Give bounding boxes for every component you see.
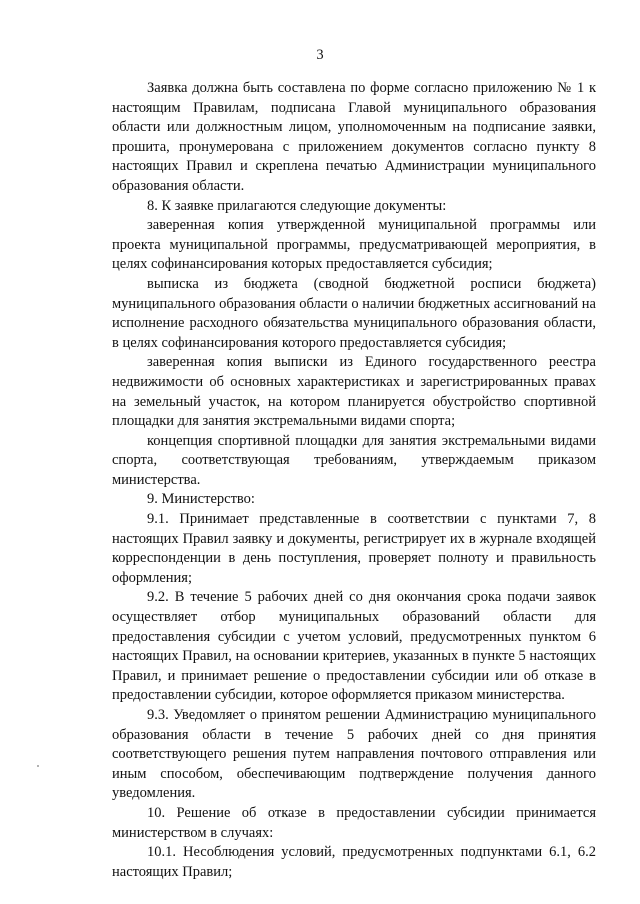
paragraph-item-9-3: 9.3. Уведомляет о принятом решении Администрацию муниципального образования области в течение 5 рабочих дней со дня принятия соответствующего решения путем направления почтового отправления или иным способом, обеспечивающим подтверждение получения данного уведомления. [112, 707, 596, 802]
paragraph-registry-extract: заверенная копия выписки из Единого государственного реестра недвижимости об основных характеристиках и зарегистрированных правах на земельный участок, на котором планируется обустройство спортивной площадки для занятия экстремальными видами спорта; [112, 354, 596, 430]
document-body [112, 79, 596, 882]
paragraph-item-10-1: 10.1. Несоблюдения условий, предусмотренных подпунктами 6.1, 6.2 настоящих Правил; [112, 844, 596, 880]
paragraph-item-10: 10. Решение об отказе в предоставлении субсидии принимается министерством в случаях: [112, 804, 596, 841]
paragraph-site-concept: концепция спортивной площадки для занятия экстремальными видами спорта, соответствующая требованиям, утверждаемым приказом министерства. [112, 432, 596, 488]
page-number: 3 [316, 47, 324, 63]
paragraph-budget-extract: выписка из бюджета (сводной бюджетной росписи бюджета) муниципального образования области о наличии бюджетных ассигнований на исполнение расходного обязательства муниципального образования области, в целях софинансирования которого предоставляется субсидия; [112, 275, 596, 351]
paragraph-item-9: 9. Министерство: [147, 491, 255, 508]
paragraph-application-requirements: Заявка должна быть составлена по форме согласно приложению № 1 к настоящим Правилам, подписана Главой муниципального образования области или должностным лицом, уполномоченным на подписание заявки, прошита, пронумерована с приложением документов согласно пункту 8 настоящих Правил и скреплена печатью Администрации муниципального образования области. [112, 80, 596, 194]
paragraph-item-9-1: 9.1. Принимает представленные в соответствии с пунктами 7, 8 настоящих Правил заявку и документы, регистрирует их в журнале входящей корреспонденции в день поступления, проверяет полноту и правильность оформления; [112, 511, 596, 586]
paragraph-program-copy: заверенная копия утвержденной муниципальной программы или проекта муниципальной программы, предусматривающей мероприятия, в целях софинансирования которых предоставляется субсидия; [112, 217, 596, 273]
margin-mark [37, 765, 39, 767]
paragraph-item-8: 8. К заявке прилагаются следующие документы: [147, 197, 447, 214]
paragraph-item-9-2: 9.2. В течение 5 рабочих дней со дня окончания срока подачи заявок осуществляет отбор муниципальных образований области для предоставления субсидии с учетом условий, предусмотренных пунктом 6 настоящих Правил, на основании критериев, указанных в пункте 5 настоящих Правил, и принимает решение о предоставлении субсидии или об отказе в предоставлении субсидии, которое оформляется приказом министерства. [112, 589, 596, 704]
